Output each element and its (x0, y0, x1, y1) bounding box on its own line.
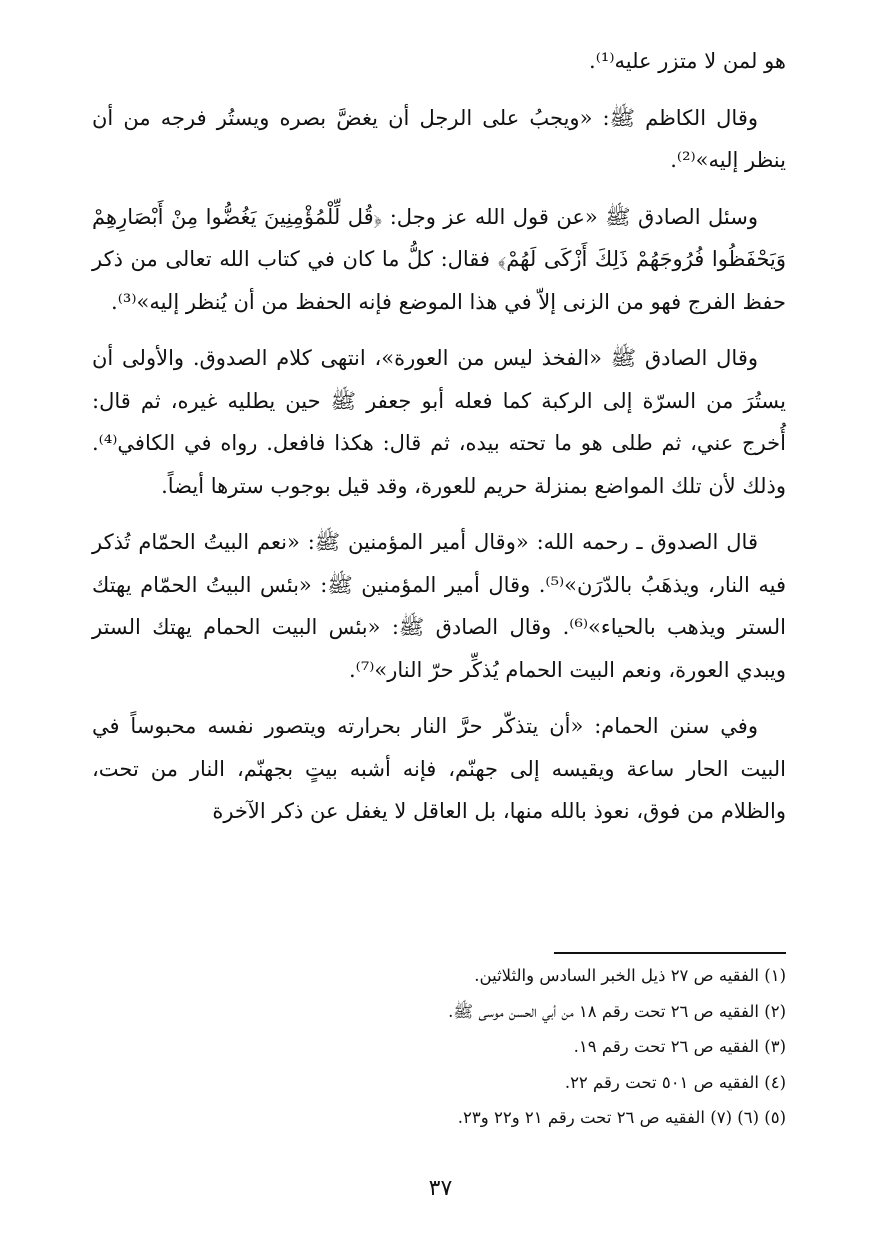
footnote-1: (١) الفقيه ص ٢٧ ذيل الخبر السادس والثلاثين. (474, 966, 786, 985)
paragraph-3: وسئل الصادق ﷺ «عن قول الله عز وجل: ﴿قُل لِّلْمُؤْمِنِينَ يَغُضُّوا مِنْ أَبْصَارِهِمْ وَيَحْفَظُوا فُرُوجَهُمْ ذَلِكَ أَزْكَى لَهُمْ﴾ فقال: كلُّ ما كان في كتاب الله تعالى من ذكر حفظ الفرج فهو من الزنى إلاّ في هذا الموضع فإنه الحفظ من أن يُنظر إليه»⁽³⁾. (92, 204, 786, 314)
paragraph-4: وقال الصادق ﷺ «الفخذ ليس من العورة»، انتهى كلام الصدوق. والأولى أن يستُرَ من السرّة إلى الركبة كما فعله أبو جعفر ﷺ حين يطليه غيره، ثم قال: أُخرج عني، ثم طلى هو ما تحته بيده، ثم قال: هكذا فافعل. رواه في الكافي⁽⁴⁾. وذلك لأن تلك المواضع بمنزلة حريم للعورة، وقد قيل بوجوب سترها أيضاً. (92, 346, 786, 498)
main-text (92, 40, 786, 833)
footnote-4: (٤) الفقيه ص ٥٠١ تحت رقم ٢٢. (564, 1072, 786, 1092)
page-number: ٣٧ (428, 1176, 453, 1201)
paragraph-5: قال الصدوق ـ رحمه الله: «وقال أمير المؤمنين ﷺ: «نعم البيتُ الحمّام تُذكر فيه النار، ويذهَبُ بالدّرَن»⁽⁵⁾. وقال أمير المؤمنين ﷺ: «بئس البيتُ الحمّام يهتك الستر ويذهب بالحياء»⁽⁶⁾. وقال الصادق ﷺ: «بئس البيت الحمام يهتك الستر ويبدي العورة، ونعم البيت الحمام يُذكِّر حرّ النار»⁽⁷⁾. (92, 530, 786, 682)
paragraph-1: هو لمن لا متزر عليه⁽¹⁾. (589, 49, 786, 73)
footnote-2: (٢) الفقيه ص ٢٦ تحت رقم ١٨ من أبي الحسن موسى ﷺ. (448, 1001, 786, 1021)
footnote-5: (٥) (٦) (٧) الفقيه ص ٢٦ تحت رقم ٢١ و٢٢ و٢٣. (457, 1108, 786, 1127)
paragraph-2: وقال الكاظم ﷺ: «ويجبُ على الرجل أن يغضَّ بصره ويستُر فرجه من أن ينظر إليه»⁽²⁾. (92, 105, 786, 172)
footnote-3: (٣) الفقيه ص ٢٦ تحت رقم ١٩. (573, 1037, 786, 1056)
footnote-divider (554, 952, 786, 954)
footnotes (126, 958, 786, 1136)
paragraph-6: وفي سنن الحمام: «أن يتذكّر حرَّ النار بحرارته ويتصور نفسه محبوساً في البيت الحار ساعة ويقيسه إلى جهنّم، فإنه أشبه بيتٍ بجهنّم، النار من تحت، والظلام من فوق، نعوذ بالله منها، بل العاقل لا يغفل عن ذكر الآخرة (92, 714, 786, 823)
